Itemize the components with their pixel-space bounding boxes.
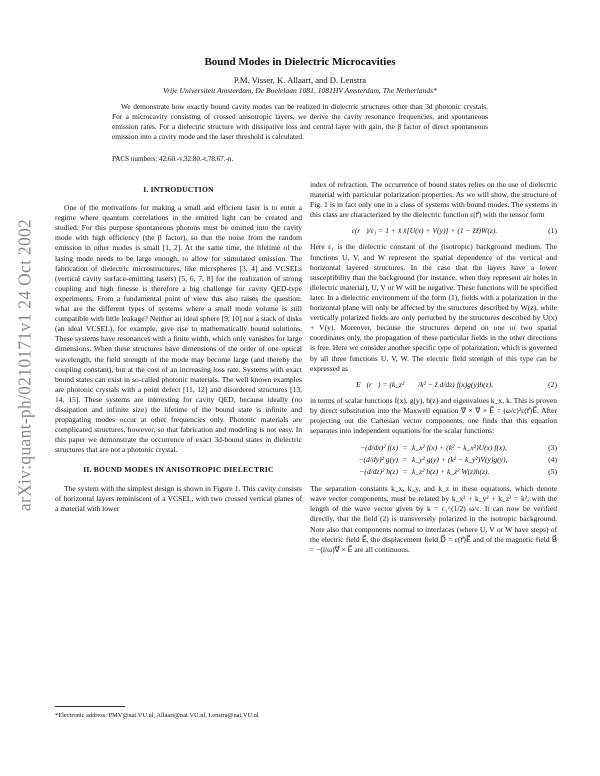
equation-1 xyxy=(310,226,557,236)
equation-3-lhs: −(d/dx)² f(x) xyxy=(360,443,398,453)
equals-sign: = xyxy=(402,467,408,477)
abstract: We demonstrate how exactly bound cavity modes can be realized in dielectric structures other than 3d photonic crystals. For a microcavity consisting of crossed anisotropic layers, we derive the cavity resonance frequencies, and spontaneous emission rates. For a dielectric structure with dissipative loss and central layer with gain, the β factor of direct spontaneous emission into a cavity mode and the laser threshold is calculated. xyxy=(112,102,488,141)
equals-sign: = xyxy=(402,455,408,465)
equation-5-number: (5) xyxy=(548,467,557,477)
right-paragraph-4: The separation constants k_x, k_y, and k_z in these equations, which denote wave vector components, must be related by k_x² + k_y² + k_z² = k², with the length of the wave vector given by k = ε₁^(1/2) ω/c. It can now be verified directly, that the field (2) is transversely polarized in the isotropic background. Note also that components normal to interfaces (where U, V or W have steps) of the electric field E⃗, the displacement field D⃗ = ε(r⃗)E⃗ and of the magnetic field B⃗ = −(i/ω)∇⃗ × E⃗ are all continuous. xyxy=(310,484,557,554)
affiliation: Vrije Universiteit Amsterdam, De Boelelaan 1081, 1081HV Amsterdam, The Netherlands* xyxy=(163,86,437,95)
footnote: *Electronic address: PMV@nat.VU.nl, Allaart@nat.VU.nl, Lenstra@nat.VU.nl xyxy=(55,712,259,719)
equation-4-lhs: −(d/dy)² g(y) xyxy=(358,455,398,465)
paper-title: Bound Modes in Dielectric Microcavities xyxy=(204,56,396,68)
right-paragraph-1: index of refraction. The occurrence of bound states relies on the use of dielectric material with particular polarization properties. As we will show, the structure of Fig. 1 is in fact only one in a class of systems with bound modes. The systems in this class are characterized by the dielectric function ε(r⃗) with the tensor form xyxy=(310,180,557,220)
equation-1-number: (1) xyxy=(548,226,557,236)
equation-4-number: (4) xyxy=(548,455,557,465)
intro-paragraph: One of the motivations for making a small and efficient laser is to enter a regime where quantum correlations in the emitted light can be created and studied. For this purpose spontaneous photons must be emitted into the cavity mode with high efficiency (the β factor), so that the noise from the random emission in other modes is small [1, 2]. At the same time, the lifetime of the lasing mode needs to be large enough, to allow for stimulated emission. The fabrication of dielectric microstructures, like micrspheres [3, 4] and VCSELs (vertical cavity surface-emitting lasers) [5, 6, 7, 8] for the realization of strong coupling and high finesse is therefore a big challenge for cavity QED-type experiments. From a fundamental point of view this also raises the question: what are the different types of systems where a small mode volume is still compatible with little leakage? Neither an ideal sphere [9, 10] nor a stack of disks (an ideal VCSEL), for example, give rise to mathematically bound solutions. These systems have resonances with a finite width, which only vanishes for large dimensions. When these structures have dimensions of the order of one optical wavelength, the field strength of the mode may become large (and thereby the coupling constant), but at the cost of an increasing loss rate. Systems with exact bound states can exist in so-called photonic materials. The well known examples are photonic crystals with a point defect [11, 12] and disordered structures [13, 14, 15]. These systems are interesting for cavity QED, because ideally (no dissipation and infinite size) the lifetime of the bound state is infinite and propagating modes occur at other frequencies only. Photonic materials are complicated structures, however, so that fabrication and modeling is not easy. In this paper we demonstrate the occurrence of exact 3d-bound states in dielectric structures that are not a photonic crystal. xyxy=(55,203,302,455)
equals-sign: = xyxy=(402,443,408,453)
equation-3-number: (3) xyxy=(548,443,557,453)
arxiv-stamp xyxy=(10,185,40,545)
equation-4-rhs: k_y² g(y) + (k² − k_y²)V(y)g(y), xyxy=(412,455,508,465)
right-paragraph-2: Here ε₁ is the dielectric constant of the (isotropic) background medium. The functions U, V, and W represent the spatial dependence of the vertical and horizontal layered structures. In the case that the layers have a lower susceptibility than the background (for instance, when they represent air holes in dielectric material), U, V or W will be negative. These functions will be specified later. In a dielectric environment of the form (1), fields with a polarization in the horizontal plane will only be affected by the structures described by W(z), while vertically polarized fields are only perturbed by the structures described by U(x) + V(y). Moreover, because the structures depend on one or two spatial coordinates only, the propagation of these particular fields in the other directions is free. Here we consider another specific type of polarization, which is governed by all three functions U, V, W. The electric field strength of this type can be expressed as xyxy=(310,242,557,373)
arxiv-identifier: arXiv:quant-ph/0210171v1 24 Oct 2002 xyxy=(14,218,35,512)
left-column xyxy=(55,180,302,514)
equation-2-body: E⃗(r⃗) = (k_z² ∇⃗/k² − ẑ d/dz) f(x)g(y)h(z), xyxy=(355,379,494,389)
right-column xyxy=(310,180,557,555)
equation-5-rhs: k_z² h(z) + k_z² W(z)h(z). xyxy=(412,467,490,477)
right-paragraph-3: in terms of scalar functions f(x), g(y), h(z) and eigenvalues k_x, k. This is proven by direct substitution into the Maxwell equation ∇⃗ × ∇⃗ × E⃗ = (ω/c)²ε(r⃗)E⃗. After projecting out the Cartesian vector components, one finds that this equation separates into independent equations for the scalar functions: xyxy=(310,395,557,436)
equation-2 xyxy=(310,380,557,390)
equation-1-body: ε(r⃗)/ε₁ = 1 + x̂ x̂[U(x) + V(y)] + (1 − ẑẑ)W(z). xyxy=(351,226,498,236)
equation-3 xyxy=(310,442,557,454)
section2-paragraph: The system with the simplest design is shown in Figure 1. This cavity consists of horizontal layers reminiscent of a VCSEL, with two crossed vertical planes of a material with lower xyxy=(55,483,302,513)
section-heading-introduction: I. INTRODUCTION xyxy=(143,185,214,194)
equation-group-3-5 xyxy=(310,442,557,478)
equation-2-number: (2) xyxy=(548,379,557,389)
author-list: P.M. Visser, K. Allaart, and D. Lenstra xyxy=(233,75,367,85)
section-heading-bound-modes: II. BOUND MODES IN ANISOTROPIC DIELECTRIC xyxy=(83,465,274,475)
equation-4 xyxy=(310,454,557,466)
pacs-numbers: PACS numbers: 42.60.-v,32.80.-t,78.67.-n. xyxy=(112,155,234,163)
equation-3-rhs: k_x² f(x) + (k² − k_x²)U(x) f(x), xyxy=(412,443,507,453)
equation-5-lhs: −(d/dz)² h(z) xyxy=(359,467,398,477)
equation-5 xyxy=(310,466,557,478)
footnote-rule xyxy=(55,706,125,707)
